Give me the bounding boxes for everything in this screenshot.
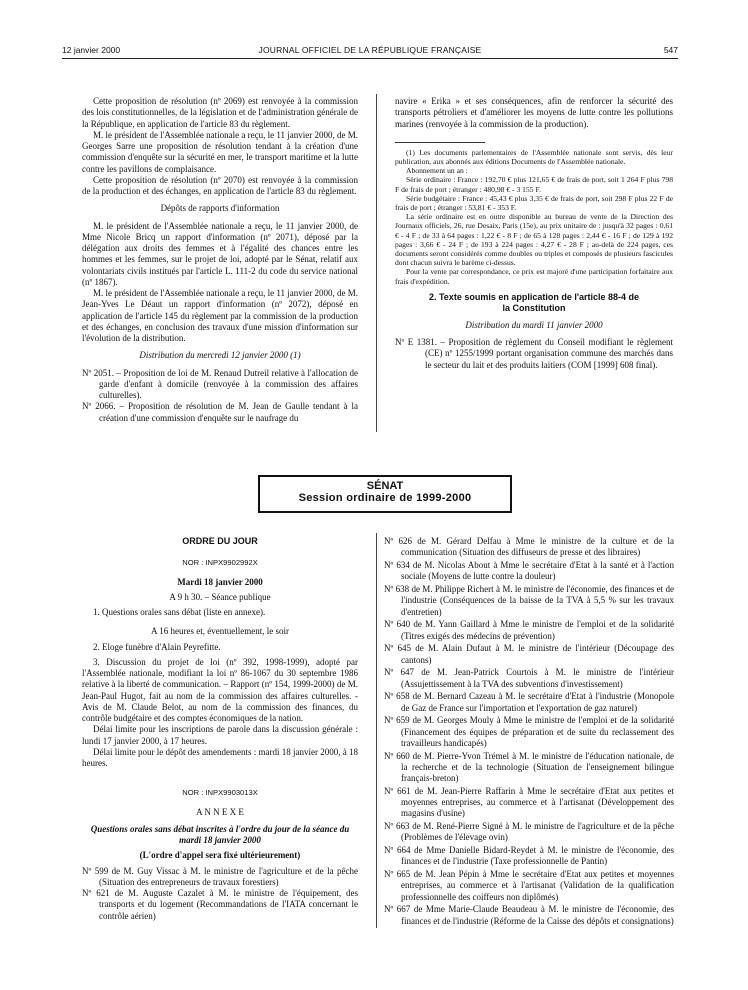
session-title: Session ordinaire de 1999-2000	[298, 492, 472, 504]
header-rule	[62, 58, 678, 59]
paragraph: navire « Erika » et ses conséquences, afin de renforcer la sécurité des transports pétroliers et d'améliorer les moyens de lutte contre les pollutions marines (renvoyée à la commission de la production).	[395, 96, 673, 129]
column-divider	[376, 533, 377, 928]
question-item: Nº 663 de M. René-Pierre Signé à M. le ministre de l'agriculture et de la pêche (Problèmes de l'élevage ovin)	[384, 821, 674, 843]
nor-reference: NOR : INPX9903013X	[182, 788, 258, 798]
list-item: Nº E 1381. – Proposition de règlement du Conseil modifiant le règlement (CE) nº 1255/1999 portant organisation commune des marchés dans le secteur du lait et des produits laitiers (COM [1999] 608 final).	[395, 337, 673, 370]
question-item: Nº 659 de M. Georges Mouly à Mme le ministre de l'emploi et de la solidarité (Financement des équipes de préparation et de suite du reclassement des travailleurs handicapés)	[384, 715, 674, 748]
left-column-top	[82, 96, 358, 424]
paragraph: M. le président de l'Assemblée nationale a reçu, le 11 janvier 2000, de M. Georges Sarre une proposition de résolution tendant à la création d'une commission d'enquête sur la sécurité en mer, le transport maritime et la lutte contre les pavillons de complaisance.	[82, 129, 358, 174]
seance-line: A 16 heures et, éventuellement, le soir	[151, 626, 289, 637]
questions-heading: Questions orales sans débat inscrites à l'ordre du jour de la séance du mardi 18 janvier 2000	[90, 823, 350, 845]
footnote: Série ordinaire : France : 192,70 € plus 121,65 € de frais de port, soit 1 264 F plus 798 F de frais de port ; étranger : 480,98 € - 3 155 F.	[395, 175, 673, 194]
question-item: Nº 626 de M. Gérard Delfau à Mme le ministre de la culture et de la communication (Situation des diffuseurs de presse et des libraires)	[384, 536, 674, 558]
footnote: Pour la vente par correspondance, ce prix est majoré d'une participation forfaitaire aux frais d'expédition.	[395, 267, 673, 286]
agenda-item: 2. Eloge funèbre d'Alain Peyrefitte.	[93, 641, 221, 652]
deadline: Délai limite pour le dépôt des amendements : mardi 18 janvier 2000, à 18 heures.	[82, 746, 358, 768]
left-column-bottom	[82, 536, 358, 922]
list-item: Nº 2051. – Proposition de loi de M. Renaud Dutreil relative à l'allocation de garde d'enfant à domicile (renvoyée à la commission des affaires culturelles).	[82, 367, 358, 400]
agenda-item: 1. Questions orales sans débat (liste en annexe).	[93, 607, 266, 617]
paragraph: Cette proposition de résolution (nº 2069) est renvoyée à la commission des lois constitutionnelles, de la législation et de l'administration générale de la République, en application de l'article 83 du règlement.	[82, 96, 358, 129]
running-header	[62, 45, 678, 59]
question-item: Nº 647 de M. Jean-Patrick Courtois à M. le ministre de l'intérieur (Assujettissement à la TVA des subventions d'investissement)	[384, 667, 674, 689]
question-item: Nº 634 de M. Nicolas About à Mme le secrétaire d'Etat à la santé et à l'action sociale (Moyens de lutte contre la douleur)	[384, 560, 674, 582]
paragraph: M. le président de l'Assemblée nationale a reçu, le 11 janvier 2000, de Mme Nicole Bricq un rapport d'information (nº 2071), déposé par la délégation aux droits des femmes et à l'égalité des chances entre les hommes et les femmes, sur le projet de loi, adopté par le Sénat, relatif aux volontariats civils institués par l'article L. 111-2 du code du service national (nº 1867).	[82, 220, 358, 287]
date-heading: Mardi 18 janvier 2000	[177, 576, 263, 587]
agenda-item: 3. Discussion du projet de loi (nº 392, 1998-1999), adopté par l'Assemblée nationale, modifiant la loi nº 86-1067 du 30 septembre 1986 relative à la liberté de communication. – Rapport (nº 154, 1999-2000) de M. Jean-Paul Hugot, fait au nom de la commission des affaires culturelles. - Avis de M. Claude Belot, au nom de la commission des finances, du contrôle budgétaire et des comptes économiques de la nation.	[82, 656, 358, 723]
question-item: Nº 640 de M. Yann Gaillard à Mme le ministre de l'emploi et de la solidarité (Titres exigés des médecins de prévention)	[384, 619, 674, 641]
section-heading: Dépôts de rapports d'information	[160, 203, 280, 214]
right-column-top	[395, 96, 673, 371]
header-date: 12 janvier 2000	[62, 45, 121, 55]
footnote: Série budgétaire : France : 45,43 € plus 3,35 € de frais de port, soit 298 F plus 22 F de frais de port ; étranger : 53,81 € - 353 F.	[395, 193, 673, 212]
seance-line: A 9 h 30. – Séance publique	[169, 591, 271, 602]
footnote-rule	[395, 142, 485, 143]
nor-reference: NOR : INPX9902992X	[182, 558, 258, 568]
paragraph: M. le président de l'Assemblée nationale a reçu, le 11 janvier 2000, de M. Jean-Yves Le Déaut un rapport d'information (nº 2072), déposé en application de l'article 145 du règlement par la commission de la production et des échanges, en conclusion des travaux d'une mission d'information sur l'évolution de la distribution.	[82, 288, 358, 343]
section-title: 2. Texte soumis en application de l'article 88-4 de la Constitution	[428, 291, 640, 313]
question-item: Nº 667 de Mme Marie-Claude Beaudeau à M. le ministre de l'économie, des finances et de l'industrie (Réforme de la Caisse des dépôts et consignations)	[384, 904, 674, 926]
ordre-appel-note: (L'ordre d'appel sera fixé ultérieurement)	[139, 850, 301, 861]
list-item: Nº 2066. – Proposition de résolution de M. Jean de Gaulle tendant à la création d'une commission d'enquête sur le naufrage du	[82, 401, 358, 423]
question-item: Nº 658 de M. Bernard Cazeau à M. le secrétaire d'Etat à l'industrie (Monopole de Gaz de France sur l'importation et l'exportation de gaz naturel)	[384, 691, 674, 713]
question-item: Nº 599 de M. Guy Vissac à M. le ministre de l'agriculture et de la pêche (Situation des entrepreneurs de travaux forestiers)	[82, 865, 358, 887]
question-item: Nº 660 de M. Pierre-Yvon Trémel à M. le ministre de l'éducation nationale, de la recherche et de la technologie (Situation de l'enseignement bilingue français-breton)	[384, 750, 674, 783]
paragraph: Cette proposition de résolution (nº 2070) est renvoyée à la commission de la production et des échanges, en application de l'article 83 du règlement.	[82, 174, 358, 196]
footnote: Abonnement un an :	[406, 166, 468, 176]
annexe-heading: A N N E X E	[196, 806, 244, 817]
question-item: Nº 621 de M. Auguste Cazalet à M. le ministre de l'équipement, des transports et du logement (Recommandations de l'IATA concernant le contrôle aérien)	[82, 888, 358, 921]
right-column-bottom	[384, 536, 674, 928]
question-item: Nº 661 de M. Jean-Pierre Raffarin à Mme le secrétaire d'Etat aux petites et moyennes entreprises, au commerce et à l'artisanat (Développement des magasins d'usine)	[384, 785, 674, 819]
senat-title: SÉNAT	[366, 480, 404, 492]
question-item: Nº 638 de M. Philippe Richert à M. le ministre de l'économie, des finances et de l'industrie (Conséquences de la baisse de la TVA à 5,5 % sur les travaux d'entretien)	[384, 584, 674, 617]
question-item: Nº 665 de M. Jean Pépin à Mme le secrétaire d'Etat aux petites et moyennes entreprises, au commerce et à l'artisanat (Validation de la qualification professionnelle des coiffeurs non diplômés)	[384, 869, 674, 902]
senat-banner	[258, 475, 512, 513]
header-journal-title: JOURNAL OFFICIEL DE LA RÉPUBLIQUE FRANÇAISE	[258, 45, 482, 55]
distribution-heading: Distribution du mardi 11 janvier 2000	[465, 319, 603, 330]
header-page-number: 547	[663, 45, 678, 55]
deadline: Délai limite pour les inscriptions de parole dans la discussion générale : lundi 17 janvier 2000, à 17 heures.	[82, 724, 358, 746]
footnote: (1) Les documents parlementaires de l'Assemblée nationale sont servis, dès leur publication, aux abonnés aux éditions Documents de l'Assemblée nationale.	[395, 147, 673, 166]
column-divider	[376, 94, 377, 432]
ordre-du-jour-heading: ORDRE DU JOUR	[182, 536, 258, 546]
footnote: La série ordinaire est en outre disponible au bureau de vente de la Direction des Journaux officiels, 26, rue Desaix, Paris (15e), au prix unitaire de : jusqu'à 32 pages : 0,61 € - 4 F ; de 33 à 64 pages : 1,22 € - 8 F ; de 65 à 128 pages : 2,44 € - 16 F ; de 129 à 192 pages : 3,66 € - 24 F ; de 193 à 224 pages : 4,27 € - 28 F ; au-delà de 224 pages, ces documents seront considérés comme doubles ou triples et composés de plusieurs fascicules dont chacun suivra le barème ci-dessus.	[395, 212, 673, 268]
question-item: Nº 664 de Mme Danielle Bidard-Reydet à M. le ministre de l'économie, des finances et de l'industrie (Taxe professionnelle de Pantin)	[384, 845, 674, 867]
distribution-heading: Distribution du mercredi 12 janvier 2000 (1)	[139, 350, 301, 361]
question-item: Nº 645 de M. Alain Dufaut à M. le ministre de l'intérieur (Découpage des cantons)	[384, 643, 674, 665]
